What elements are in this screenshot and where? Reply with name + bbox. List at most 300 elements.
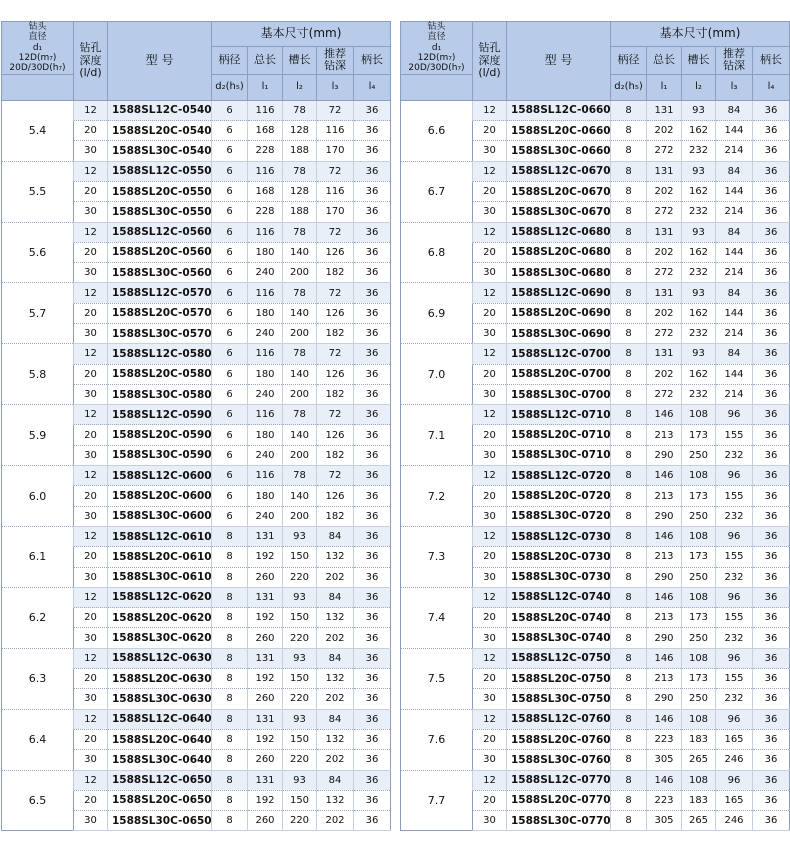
hole-depth-cell: 12: [74, 100, 108, 120]
model-cell: 1588SL30C-0670: [507, 202, 611, 222]
total-length-cell: 116: [248, 466, 283, 486]
model-cell: 1588SL12C-0680: [507, 222, 611, 242]
header-flute-length: 槽长: [682, 46, 716, 74]
flute-length-cell: 93: [682, 344, 716, 364]
table-row: [2, 526, 391, 546]
total-length-cell: 180: [248, 303, 283, 323]
flute-length-cell: 200: [283, 445, 317, 465]
flute-length-cell: 78: [283, 344, 317, 364]
flute-length-cell: 265: [682, 811, 716, 831]
model-cell: 1588SL20C-0610: [108, 547, 212, 567]
shank-diameter-cell: 6: [212, 506, 248, 526]
model-cell: 1588SL20C-0700: [507, 364, 611, 384]
recommended-depth-cell: 96: [716, 466, 753, 486]
symbol-l2: l₂: [682, 74, 716, 100]
total-length-cell: 180: [248, 425, 283, 445]
model-cell: 1588SL12C-0570: [108, 283, 212, 303]
recommended-depth-cell: 232: [716, 506, 753, 526]
recommended-depth-cell: 84: [716, 161, 753, 181]
model-cell: 1588SL20C-0550: [108, 181, 212, 201]
shank-diameter-cell: 8: [212, 790, 248, 810]
model-cell: 1588SL20C-0720: [507, 486, 611, 506]
shank-diameter-cell: 8: [611, 425, 647, 445]
flute-length-cell: 78: [283, 161, 317, 181]
hole-depth-cell: 30: [74, 750, 108, 770]
total-length-cell: 260: [248, 628, 283, 648]
drill-diameter-cell: 7.3: [401, 526, 473, 587]
flute-length-cell: 140: [283, 364, 317, 384]
hole-depth-cell: 30: [473, 263, 507, 283]
shank-length-cell: 36: [354, 486, 391, 506]
hole-depth-cell: 12: [473, 100, 507, 120]
total-length-cell: 168: [248, 181, 283, 201]
model-cell: 1588SL12C-0600: [108, 466, 212, 486]
hole-depth-cell: 20: [473, 669, 507, 689]
model-cell: 1588SL12C-0630: [108, 648, 212, 668]
model-cell: 1588SL30C-0750: [507, 689, 611, 709]
model-cell: 1588SL20C-0740: [507, 608, 611, 628]
recommended-depth-cell: 155: [716, 608, 753, 628]
recommended-depth-cell: 96: [716, 526, 753, 546]
total-length-cell: 290: [647, 445, 682, 465]
symbol-l1: l₁: [647, 74, 682, 100]
total-length-cell: 146: [647, 770, 682, 790]
shank-diameter-cell: 8: [611, 242, 647, 262]
total-length-cell: 131: [647, 344, 682, 364]
hole-depth-cell: 12: [74, 770, 108, 790]
shank-diameter-cell: 8: [212, 689, 248, 709]
total-length-cell: 272: [647, 323, 682, 343]
hole-depth-cell: 12: [473, 161, 507, 181]
recommended-depth-cell: 214: [716, 263, 753, 283]
header-basic-dimensions: 基本尺寸(mm): [212, 22, 391, 47]
shank-diameter-cell: 8: [611, 344, 647, 364]
model-cell: 1588SL30C-0610: [108, 567, 212, 587]
shank-length-cell: 36: [753, 283, 790, 303]
hole-depth-cell: 20: [473, 425, 507, 445]
hole-depth-cell: 12: [74, 466, 108, 486]
hole-depth-cell: 20: [74, 242, 108, 262]
shank-length-cell: 36: [753, 384, 790, 404]
hole-depth-cell: 12: [473, 648, 507, 668]
table-row: [401, 526, 790, 546]
shank-length-cell: 36: [753, 161, 790, 181]
recommended-depth-cell: 72: [317, 100, 354, 120]
shank-length-cell: 36: [753, 242, 790, 262]
flute-length-cell: 173: [682, 425, 716, 445]
flute-length-cell: 93: [283, 709, 317, 729]
shank-diameter-cell: 6: [212, 344, 248, 364]
flute-length-cell: 140: [283, 242, 317, 262]
hole-depth-cell: 20: [473, 790, 507, 810]
total-length-cell: 290: [647, 567, 682, 587]
table-row: [2, 222, 391, 242]
shank-diameter-cell: 8: [611, 384, 647, 404]
flute-length-cell: 188: [283, 141, 317, 161]
model-cell: 1588SL30C-0580: [108, 384, 212, 404]
shank-length-cell: 36: [753, 181, 790, 201]
hole-depth-cell: 12: [473, 222, 507, 242]
shank-length-cell: 36: [753, 587, 790, 607]
shank-diameter-cell: 8: [611, 547, 647, 567]
flute-length-cell: 93: [682, 222, 716, 242]
flute-length-cell: 183: [682, 729, 716, 749]
flute-length-cell: 265: [682, 750, 716, 770]
total-length-cell: 223: [647, 790, 682, 810]
hole-depth-cell: 20: [74, 547, 108, 567]
spec-table-right-body: [401, 100, 790, 831]
model-cell: 1588SL20C-0730: [507, 547, 611, 567]
shank-length-cell: 36: [354, 141, 391, 161]
hole-depth-cell: 20: [74, 608, 108, 628]
total-length-cell: 146: [647, 648, 682, 668]
spec-table-left-panel: [1, 21, 390, 831]
flute-length-cell: 108: [682, 709, 716, 729]
shank-diameter-cell: 8: [212, 811, 248, 831]
hole-depth-cell: 20: [473, 547, 507, 567]
recommended-depth-cell: 72: [317, 466, 354, 486]
symbol-l4: l₄: [354, 74, 391, 100]
drill-diameter-cell: 5.9: [2, 405, 74, 466]
shank-length-cell: 36: [354, 181, 391, 201]
shank-diameter-cell: 8: [611, 303, 647, 323]
hole-depth-cell: 20: [473, 608, 507, 628]
recommended-depth-cell: 84: [716, 100, 753, 120]
flute-length-cell: 173: [682, 669, 716, 689]
flute-length-cell: 200: [283, 384, 317, 404]
hole-depth-cell: 12: [473, 466, 507, 486]
total-length-cell: 240: [248, 263, 283, 283]
recommended-depth-cell: 72: [317, 283, 354, 303]
table-row: [401, 161, 790, 181]
shank-length-cell: 36: [753, 466, 790, 486]
total-length-cell: 228: [248, 202, 283, 222]
flute-length-cell: 140: [283, 486, 317, 506]
model-cell: 1588SL20C-0540: [108, 121, 212, 141]
drill-diameter-cell: 7.5: [401, 648, 473, 709]
recommended-depth-cell: 232: [716, 689, 753, 709]
model-cell: 1588SL12C-0730: [507, 526, 611, 546]
hole-depth-cell: 30: [74, 141, 108, 161]
model-cell: 1588SL20C-0750: [507, 669, 611, 689]
flute-length-cell: 200: [283, 506, 317, 526]
model-cell: 1588SL12C-0750: [507, 648, 611, 668]
flute-length-cell: 108: [682, 770, 716, 790]
model-cell: 1588SL12C-0620: [108, 587, 212, 607]
flute-length-cell: 232: [682, 384, 716, 404]
symbol-l4: l₄: [753, 74, 790, 100]
drill-diameter-cell: 6.0: [2, 466, 74, 527]
hole-depth-cell: 30: [74, 567, 108, 587]
shank-diameter-cell: 8: [611, 628, 647, 648]
shank-diameter-cell: 8: [611, 161, 647, 181]
recommended-depth-cell: 126: [317, 303, 354, 323]
model-cell: 1588SL30C-0690: [507, 323, 611, 343]
shank-length-cell: 36: [354, 425, 391, 445]
shank-diameter-cell: 8: [611, 202, 647, 222]
shank-length-cell: 36: [354, 364, 391, 384]
recommended-depth-cell: 202: [317, 689, 354, 709]
hole-depth-cell: 30: [74, 263, 108, 283]
shank-length-cell: 36: [354, 648, 391, 668]
total-length-cell: 116: [248, 100, 283, 120]
model-cell: 1588SL30C-0630: [108, 689, 212, 709]
total-length-cell: 131: [647, 161, 682, 181]
recommended-depth-cell: 132: [317, 608, 354, 628]
shank-diameter-cell: 8: [611, 648, 647, 668]
model-cell: 1588SL20C-0650: [108, 790, 212, 810]
recommended-depth-cell: 96: [716, 709, 753, 729]
recommended-depth-cell: 84: [317, 770, 354, 790]
shank-length-cell: 36: [354, 689, 391, 709]
recommended-depth-cell: 155: [716, 425, 753, 445]
hole-depth-cell: 30: [473, 323, 507, 343]
model-cell: 1588SL12C-0560: [108, 222, 212, 242]
table-row: [2, 587, 391, 607]
flute-length-cell: 220: [283, 628, 317, 648]
hole-depth-cell: 12: [74, 283, 108, 303]
shank-diameter-cell: 8: [611, 608, 647, 628]
header-flute-length: 槽长: [283, 46, 317, 74]
shank-diameter-cell: 8: [611, 222, 647, 242]
shank-diameter-cell: 8: [611, 729, 647, 749]
hole-depth-cell: 12: [473, 709, 507, 729]
hole-depth-cell: 20: [74, 790, 108, 810]
header-model: 型 号: [507, 22, 611, 101]
shank-diameter-cell: 8: [212, 669, 248, 689]
hole-depth-cell: 20: [74, 303, 108, 323]
shank-diameter-cell: 8: [611, 811, 647, 831]
shank-length-cell: 36: [753, 344, 790, 364]
model-cell: 1588SL20C-0770: [507, 790, 611, 810]
flute-length-cell: 78: [283, 405, 317, 425]
table-row: [401, 100, 790, 120]
shank-length-cell: 36: [753, 526, 790, 546]
recommended-depth-cell: 170: [317, 141, 354, 161]
recommended-depth-cell: 126: [317, 242, 354, 262]
model-cell: 1588SL12C-0580: [108, 344, 212, 364]
model-cell: 1588SL12C-0540: [108, 100, 212, 120]
hole-depth-cell: 12: [74, 526, 108, 546]
recommended-depth-cell: 96: [716, 405, 753, 425]
shank-length-cell: 36: [354, 729, 391, 749]
shank-diameter-cell: 8: [611, 263, 647, 283]
shank-length-cell: 36: [354, 384, 391, 404]
hole-depth-cell: 30: [473, 202, 507, 222]
recommended-depth-cell: 84: [716, 344, 753, 364]
recommended-depth-cell: 84: [317, 648, 354, 668]
total-length-cell: 260: [248, 567, 283, 587]
total-length-cell: 131: [248, 709, 283, 729]
total-length-cell: 131: [248, 587, 283, 607]
total-length-cell: 180: [248, 364, 283, 384]
drill-diameter-cell: 6.6: [401, 100, 473, 161]
hole-depth-cell: 30: [74, 445, 108, 465]
recommended-depth-cell: 144: [716, 181, 753, 201]
drill-diameter-cell: 7.0: [401, 344, 473, 405]
total-length-cell: 202: [647, 364, 682, 384]
shank-diameter-cell: 8: [611, 181, 647, 201]
flute-length-cell: 78: [283, 283, 317, 303]
total-length-cell: 223: [647, 729, 682, 749]
shank-diameter-cell: 8: [212, 567, 248, 587]
shank-length-cell: 36: [354, 303, 391, 323]
model-cell: 1588SL12C-0760: [507, 709, 611, 729]
shank-length-cell: 36: [753, 506, 790, 526]
flute-length-cell: 93: [283, 770, 317, 790]
flute-length-cell: 232: [682, 263, 716, 283]
recommended-depth-cell: 155: [716, 486, 753, 506]
hole-depth-cell: 12: [473, 344, 507, 364]
shank-length-cell: 36: [354, 283, 391, 303]
total-length-cell: 272: [647, 202, 682, 222]
shank-length-cell: 36: [753, 709, 790, 729]
drill-diameter-cell: 6.2: [2, 587, 74, 648]
shank-length-cell: 36: [354, 121, 391, 141]
recommended-depth-cell: 232: [716, 628, 753, 648]
recommended-depth-cell: 96: [716, 648, 753, 668]
recommended-depth-cell: 126: [317, 425, 354, 445]
shank-diameter-cell: 8: [212, 608, 248, 628]
total-length-cell: 272: [647, 263, 682, 283]
model-cell: 1588SL12C-0550: [108, 161, 212, 181]
recommended-depth-cell: 72: [317, 161, 354, 181]
shank-length-cell: 36: [753, 790, 790, 810]
flute-length-cell: 128: [283, 181, 317, 201]
shank-length-cell: 36: [354, 506, 391, 526]
shank-length-cell: 36: [354, 669, 391, 689]
total-length-cell: 180: [248, 486, 283, 506]
model-cell: 1588SL12C-0740: [507, 587, 611, 607]
model-cell: 1588SL12C-0770: [507, 770, 611, 790]
model-cell: 1588SL12C-0590: [108, 405, 212, 425]
table-row: [2, 405, 391, 425]
recommended-depth-cell: 202: [317, 750, 354, 770]
total-length-cell: 192: [248, 547, 283, 567]
flute-length-cell: 220: [283, 689, 317, 709]
symbol-l3: l₃: [716, 74, 753, 100]
shank-diameter-cell: 8: [611, 526, 647, 546]
header-shank-length: 柄长: [354, 46, 391, 74]
shank-length-cell: 36: [753, 729, 790, 749]
table-row: [2, 100, 391, 120]
total-length-cell: 213: [647, 547, 682, 567]
recommended-depth-cell: 202: [317, 811, 354, 831]
total-length-cell: 240: [248, 506, 283, 526]
model-cell: 1588SL20C-0670: [507, 181, 611, 201]
recommended-depth-cell: 72: [317, 222, 354, 242]
flute-length-cell: 162: [682, 121, 716, 141]
flute-length-cell: 250: [682, 506, 716, 526]
flute-length-cell: 108: [682, 466, 716, 486]
flute-length-cell: 108: [682, 405, 716, 425]
hole-depth-cell: 12: [74, 648, 108, 668]
drill-diameter-cell: 7.2: [401, 466, 473, 527]
flute-length-cell: 78: [283, 222, 317, 242]
drill-diameter-cell: 7.1: [401, 405, 473, 466]
model-cell: 1588SL30C-0560: [108, 263, 212, 283]
model-cell: 1588SL20C-0640: [108, 729, 212, 749]
recommended-depth-cell: 214: [716, 384, 753, 404]
hole-depth-cell: 12: [74, 405, 108, 425]
header-hole-depth: 钻孔 深度 (l/d): [74, 22, 108, 101]
flute-length-cell: 220: [283, 811, 317, 831]
recommended-depth-cell: 144: [716, 121, 753, 141]
hole-depth-cell: 30: [473, 141, 507, 161]
drill-diameter-cell: 5.6: [2, 222, 74, 283]
flute-length-cell: 183: [682, 790, 716, 810]
shank-length-cell: 36: [354, 161, 391, 181]
hole-depth-cell: 20: [74, 121, 108, 141]
total-length-cell: 146: [647, 709, 682, 729]
drill-diameter-cell: 6.9: [401, 283, 473, 344]
spec-table-right: [400, 21, 790, 831]
flute-length-cell: 108: [682, 587, 716, 607]
symbol-l1: l₁: [248, 74, 283, 100]
shank-diameter-cell: 6: [212, 263, 248, 283]
flute-length-cell: 250: [682, 628, 716, 648]
shank-diameter-cell: 6: [212, 364, 248, 384]
recommended-depth-cell: 84: [716, 222, 753, 242]
hole-depth-cell: 12: [74, 344, 108, 364]
shank-length-cell: 36: [753, 669, 790, 689]
table-row: [401, 709, 790, 729]
shank-length-cell: 36: [753, 547, 790, 567]
total-length-cell: 131: [647, 222, 682, 242]
shank-diameter-cell: 6: [212, 100, 248, 120]
symbol-d2: d₂(h₅): [212, 74, 248, 100]
total-length-cell: 213: [647, 669, 682, 689]
model-cell: 1588SL20C-0620: [108, 608, 212, 628]
shank-length-cell: 36: [753, 608, 790, 628]
recommended-depth-cell: 84: [317, 587, 354, 607]
shank-length-cell: 36: [354, 750, 391, 770]
flute-length-cell: 188: [283, 202, 317, 222]
model-cell: 1588SL30C-0660: [507, 141, 611, 161]
total-length-cell: 131: [248, 526, 283, 546]
recommended-depth-cell: 132: [317, 669, 354, 689]
flute-length-cell: 220: [283, 567, 317, 587]
symbol-l2: l₂: [283, 74, 317, 100]
table-row: [401, 405, 790, 425]
shank-length-cell: 36: [354, 526, 391, 546]
shank-diameter-cell: 6: [212, 466, 248, 486]
total-length-cell: 202: [647, 121, 682, 141]
model-cell: 1588SL12C-0650: [108, 770, 212, 790]
shank-diameter-cell: 6: [212, 181, 248, 201]
header-model: 型 号: [108, 22, 212, 101]
spec-table-left: [1, 21, 391, 831]
total-length-cell: 146: [647, 405, 682, 425]
symbol-d2: d₂(h₅): [611, 74, 647, 100]
total-length-cell: 116: [248, 283, 283, 303]
flute-length-cell: 150: [283, 790, 317, 810]
hole-depth-cell: 20: [473, 729, 507, 749]
model-cell: 1588SL30C-0650: [108, 811, 212, 831]
flute-length-cell: 232: [682, 323, 716, 343]
shank-length-cell: 36: [354, 567, 391, 587]
total-length-cell: 192: [248, 729, 283, 749]
hole-depth-cell: 20: [473, 242, 507, 262]
flute-length-cell: 150: [283, 729, 317, 749]
model-cell: 1588SL12C-0640: [108, 709, 212, 729]
recommended-depth-cell: 144: [716, 303, 753, 323]
recommended-depth-cell: 144: [716, 242, 753, 262]
shank-diameter-cell: 8: [611, 121, 647, 141]
hole-depth-cell: 30: [74, 506, 108, 526]
flute-length-cell: 93: [283, 587, 317, 607]
shank-diameter-cell: 8: [611, 364, 647, 384]
